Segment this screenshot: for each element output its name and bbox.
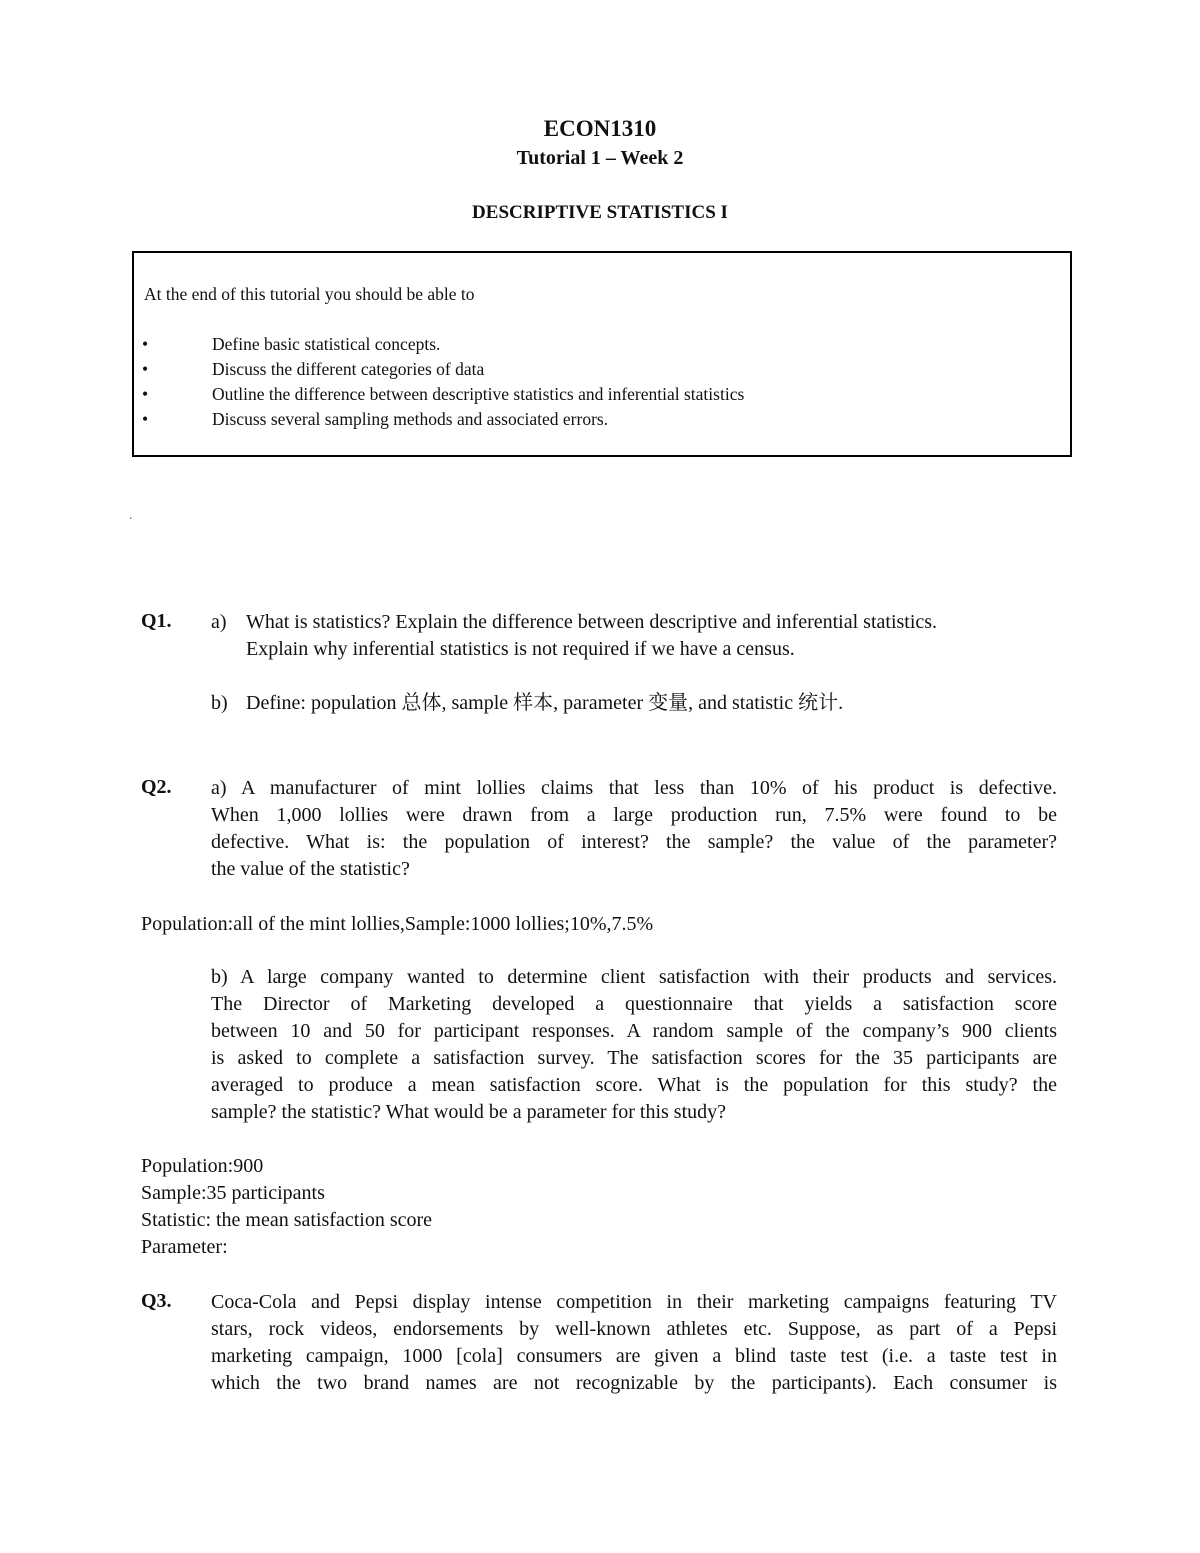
q2b-answer: Sample:35 participants bbox=[141, 1182, 325, 1204]
objectives-intro: At the end of this tutorial you should be able to bbox=[144, 284, 475, 304]
q2a-line: defective. What is: the population of interest? the sample? the value of the parameter? bbox=[211, 831, 1057, 853]
stray-mark: . bbox=[129, 508, 133, 523]
q1a-line: Explain why inferential statistics is not required if we have a census. bbox=[246, 638, 795, 660]
objectives-box bbox=[132, 251, 1072, 457]
q1b-text: Define: population 总体, sample 样本, parameter 变量, and statistic 统计. bbox=[246, 692, 844, 714]
bullet-icon: • bbox=[142, 359, 149, 379]
objective-text: Discuss the different categories of data bbox=[212, 359, 485, 379]
q3-line: stars, rock videos, endorsements by well-known athletes etc. Suppose, as part of a Pepsi bbox=[211, 1318, 1057, 1340]
q2a-line: the value of the statistic? bbox=[211, 858, 410, 880]
topic-title: DESCRIPTIVE STATISTICS I bbox=[472, 202, 728, 223]
q2b-answer: Population:900 bbox=[141, 1155, 264, 1177]
q3-line: marketing campaign, 1000 [cola] consumers are given a blind taste test (i.e. a taste test in bbox=[211, 1345, 1057, 1367]
q1b-marker: b) bbox=[211, 692, 228, 714]
q1a-marker: a) bbox=[211, 611, 227, 633]
q2b-answer: Statistic: the mean satisfaction score bbox=[141, 1209, 433, 1231]
q2b-line: between 10 and 50 for participant responses. A random sample of the company’s 900 clients bbox=[211, 1020, 1057, 1042]
q2-label: Q2. bbox=[141, 776, 172, 798]
q2b-line: sample? the statistic? What would be a parameter for this study? bbox=[211, 1101, 727, 1123]
objective-text: Discuss several sampling methods and associated errors. bbox=[212, 409, 609, 429]
bullet-icon: • bbox=[142, 334, 149, 354]
tutorial-title: Tutorial 1 – Week 2 bbox=[516, 147, 684, 169]
q3-line: which the two brand names are not recognizable by the participants). Each consumer is bbox=[211, 1372, 1057, 1394]
q2b-line: is asked to complete a satisfaction survey. The satisfaction scores for the 35 participants are bbox=[211, 1047, 1057, 1069]
q2b-answer: Parameter: bbox=[141, 1236, 228, 1258]
q2b-line: The Director of Marketing developed a questionnaire that yields a satisfaction score bbox=[211, 993, 1057, 1015]
q2a-answer: Population:all of the mint lollies,Sample:1000 lollies;10%,7.5% bbox=[141, 913, 654, 935]
bullet-icon: • bbox=[142, 384, 149, 404]
q2b-line: averaged to produce a mean satisfaction score. What is the population for this study? the bbox=[211, 1074, 1057, 1096]
q2a-line: a) A manufacturer of mint lollies claims that less than 10% of his product is defective. bbox=[211, 777, 1057, 799]
q3-label: Q3. bbox=[141, 1290, 172, 1312]
q1a-line: What is statistics? Explain the difference between descriptive and inferential statistics. bbox=[246, 611, 938, 633]
course-code: ECON1310 bbox=[543, 116, 657, 141]
q2a-line: When 1,000 lollies were drawn from a large production run, 7.5% were found to be bbox=[211, 804, 1057, 826]
q3-line: Coca-Cola and Pepsi display intense competition in their marketing campaigns featuring TV bbox=[211, 1291, 1057, 1313]
q2b-line: b) A large company wanted to determine client satisfaction with their products and services. bbox=[211, 966, 1057, 988]
bullet-icon: • bbox=[142, 409, 149, 429]
objective-text: Outline the difference between descriptive statistics and inferential statistics bbox=[212, 384, 745, 404]
objective-text: Define basic statistical concepts. bbox=[212, 334, 441, 354]
q1-label: Q1. bbox=[141, 610, 172, 632]
